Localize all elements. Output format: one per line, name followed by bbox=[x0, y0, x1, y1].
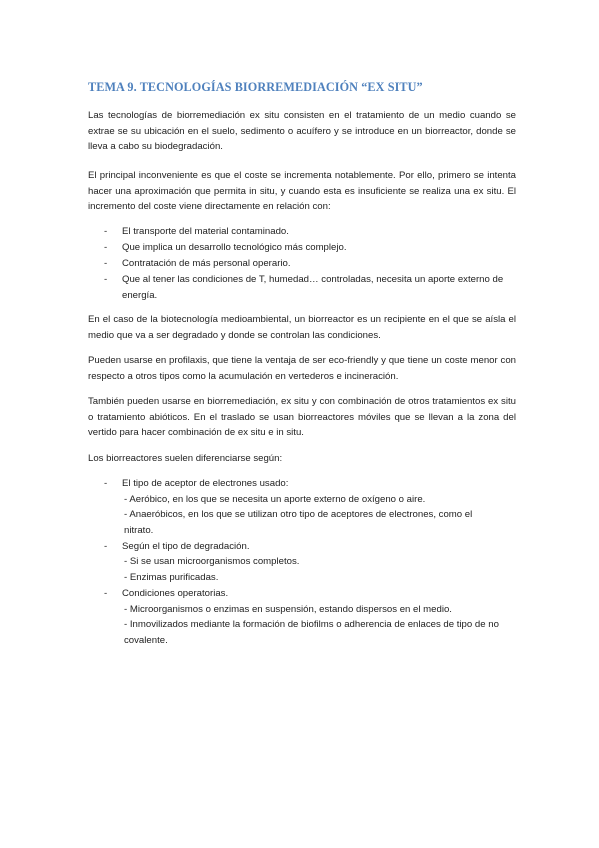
paragraph-bioremediation: También pueden usarse en biorremediación, ex situ y con combinación de otros tratamientos ex situ o tratamiento abióticos. En el traslado se usan biorreactores móviles que se llevan a la zona del vertido para hacer combinación de ex situ e in situ. bbox=[88, 396, 516, 439]
list-dash: - bbox=[104, 274, 108, 286]
paragraph-intro: Las tecnologías de biorremediación ex situ consisten en el tratamiento de un medio cuando se extrae se su ubicación en el suelo, sedimento o acuífero y se introduce en un biorreactor, donde se lleva a cabo su biodegradación. bbox=[88, 110, 516, 153]
sub-item: - Anaeróbicos, en los que se utilizan otro tipo de aceptores de electrones, como el nitrato. bbox=[124, 509, 473, 536]
list-item-operating bbox=[104, 586, 516, 648]
paragraph-classification-intro: Los biorreactores suelen diferenciarse según: bbox=[88, 453, 283, 464]
list-item-label: El tipo de aceptor de electrones usado: bbox=[122, 478, 289, 489]
list-item-label: Condiciones operatorias. bbox=[122, 588, 229, 600]
page-title: TEMA 9. TECNOLOGÍAS BIORREMEDIACIÓN “EX SITU” bbox=[88, 80, 423, 94]
list-item: - Que al tener las condiciones de T, humedad… controladas, necesita un aporte externo de energía. bbox=[104, 274, 504, 301]
list-item-degradation bbox=[104, 539, 516, 586]
list-item-label: Según el tipo de degradación. bbox=[122, 540, 250, 552]
list-item: - El transporte del material contaminado. bbox=[104, 224, 516, 240]
list-dash: - bbox=[104, 226, 108, 237]
list-item: - Contratación de más personal operario. bbox=[104, 256, 516, 272]
list-dash: - bbox=[104, 540, 108, 552]
paragraph-prophylaxis: Pueden usarse en profilaxis, que tiene la ventaja de ser eco-friendly y que tiene un coste menor con respecto a otros tipos como la acumulación en vertederos e incineración. bbox=[88, 355, 516, 382]
sub-item: - Si se usan microorganismos completos. bbox=[124, 556, 300, 568]
classification-list bbox=[104, 476, 516, 649]
list-item-acceptor bbox=[104, 476, 516, 538]
sub-item: - Aeróbico, en los que se necesita un aporte externo de oxígeno o aire. bbox=[124, 493, 426, 505]
list-dash: - bbox=[104, 258, 108, 270]
cost-list bbox=[104, 224, 516, 304]
sub-item: - Enzimas purificadas. bbox=[124, 572, 219, 584]
list-dash: - bbox=[104, 242, 108, 254]
list-dash: - bbox=[104, 588, 108, 600]
sub-item: - Inmovilizados mediante la formación de biofilms o adherencia de enlaces de tipo de no covalente. bbox=[124, 619, 499, 646]
list-item: - Que implica un desarrollo tecnológico más complejo. bbox=[104, 240, 516, 256]
paragraph-inconvenience: El principal inconveniente es que el coste se incrementa notablemente. Por ello, primero se intenta hacer una aproximación que permita in situ, y cuando esta es insuficiente se realiza una ex situ. El incremento del coste viene directamente en relación con: bbox=[88, 170, 516, 213]
list-dash: - bbox=[104, 478, 108, 489]
paragraph-bioreactor-definition: En el caso de la biotecnología medioambiental, un biorreactor es un recipiente en el que se aísla el medio que va a ser degradado y donde se controlan las condiciones. bbox=[88, 314, 516, 341]
sub-item: - Microorganismos o enzimas en suspensión, estando dispersos en el medio. bbox=[124, 603, 452, 615]
